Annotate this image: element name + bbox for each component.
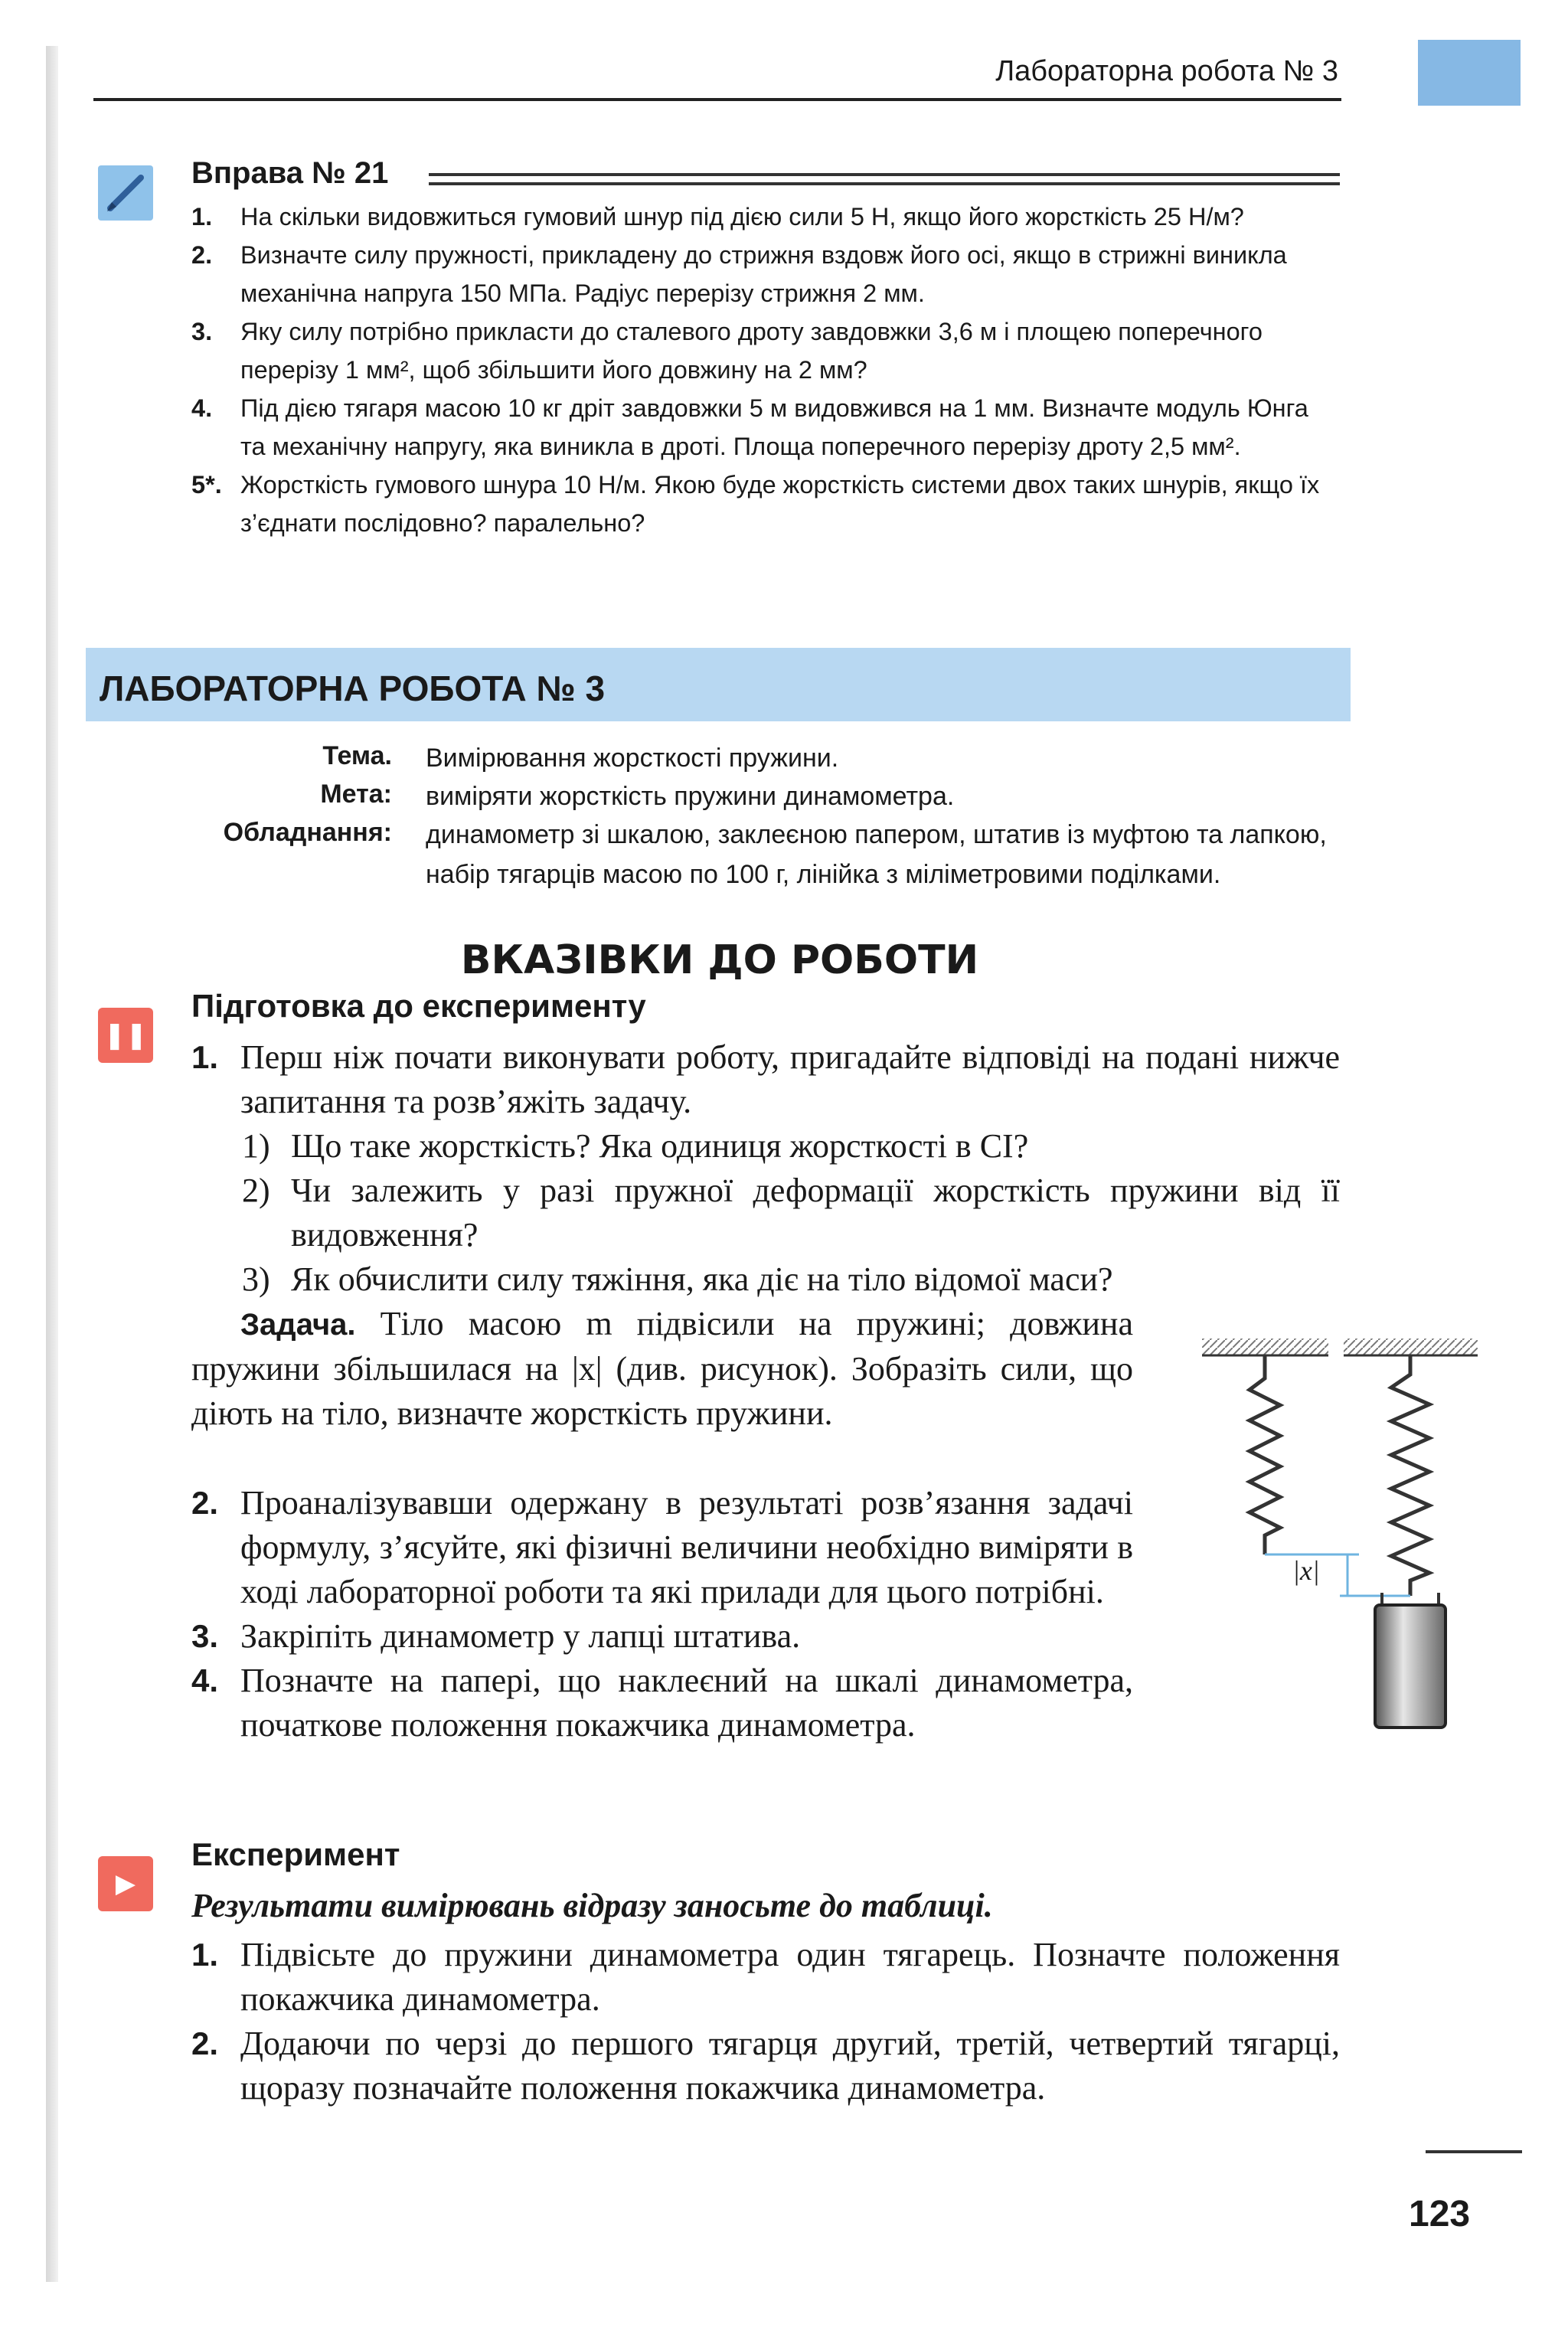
play-icon: ▶: [98, 1856, 153, 1911]
pause-icon: ❚❚: [98, 1008, 153, 1063]
question-item: [191, 1124, 1340, 1169]
page-corner-tab: [1418, 40, 1521, 106]
instructions-title: ВКАЗІВКИ ДО РОБОТИ: [460, 937, 979, 983]
goal-text: виміряти жорсткість пружини динамометра.: [426, 782, 955, 811]
task-paragraph: [191, 1302, 1133, 1436]
question-item: [191, 1169, 1340, 1257]
spring-figure: [1194, 1332, 1485, 1746]
task-label: Задача.: [240, 1308, 356, 1342]
list-item: [191, 198, 1340, 236]
item-number: 2.: [191, 2025, 219, 2061]
page-number: 123: [1409, 2194, 1471, 2234]
running-header: Лабораторна робота № 3: [995, 55, 1338, 87]
prep-title: Підготовка до експерименту: [191, 988, 646, 1024]
item-number: 3.: [191, 318, 213, 345]
experiment-title: Експеримент: [191, 1836, 400, 1872]
item-number: 2.: [191, 241, 213, 269]
pencil-icon: [98, 165, 153, 221]
item-text: Проаналізувавши одержану в результаті розв’язання задачі формулу, з’ясуйте, які фізичні величини необхідно виміряти в ході лабораторної роботи та які прилади для цього потрібні.: [240, 1484, 1133, 1610]
list-item: [191, 1933, 1340, 2022]
item-number: 3.: [191, 1618, 219, 1654]
list-item: [191, 466, 1340, 542]
exercise-title: Вправа № 21: [191, 156, 389, 190]
question-number: 2): [242, 1172, 270, 1209]
footer-rule: [1426, 2150, 1522, 2153]
equipment-label: Обладнання:: [223, 818, 392, 847]
item-text: Перш ніж почати виконувати роботу, пригадайте відповіді на подані нижче запитання та розв’яжіть задачу.: [240, 1038, 1340, 1120]
question-text: Що таке жорсткість? Яка одиниця жорсткості в СІ?: [291, 1127, 1029, 1165]
topic-label: Тема.: [322, 741, 392, 770]
item-text: Додаючи по черзі до першого тягарця другий, третій, четвертий тягарці, щоразу позначайте положення покажчика динамометра.: [240, 2025, 1340, 2107]
item-number: 1.: [191, 203, 213, 230]
item-number: 1.: [191, 1937, 219, 1973]
experiment-note: Результати вимірювань відразу заносьте до таблиці.: [191, 1887, 993, 1924]
equipment-text: динамометр зі шкалою, заклеєною папером, штатив із муфтою та лапкою, набір тягарців масою по 100 г, лінійка з міліметровими поділками.: [426, 820, 1327, 889]
item-text: Позначте на папері, що наклеєний на шкалі динамометра, початкове положення покажчика динамометра.: [240, 1662, 1133, 1744]
header-rule: [93, 98, 1341, 101]
x-label: |x|: [1292, 1555, 1320, 1586]
question-item: [191, 1257, 1340, 1302]
prep-steps: [191, 1035, 1340, 1302]
exercise-title-rule: [429, 173, 1340, 185]
task-text: Тіло масою m підвісили на пружині; довжина пружини збільшилася на |x| (див. рисунок). Зобразіть сили, що діють на тіло, визначте жорсткість пружини.: [191, 1305, 1133, 1432]
item-number: 5*.: [191, 471, 222, 499]
item-text: Підвісьте до пружини динамометра один тягарець. Позначте положення покажчика динамометра.: [240, 1936, 1340, 2018]
list-item: [191, 1659, 1133, 1747]
list-item: [191, 1035, 1340, 1124]
question-text: Чи залежить у разі пружної деформації жорсткість пружини від її видовження?: [291, 1172, 1340, 1254]
list-item: [191, 389, 1340, 466]
item-text: Під дією тягаря масою 10 кг дріт завдовжки 5 м видовжився на 1 мм. Визначте модуль Юнга та механічну напругу, яка виникла в дроті. Площа поперечного перерізу дроту 2,5 мм².: [240, 394, 1308, 460]
item-text: На скільки видовжиться гумовий шнур під дією сили 5 Н, якщо його жорсткість 25 Н/м?: [240, 203, 1244, 230]
question-number: 3): [242, 1260, 270, 1298]
goal-label: Мета:: [320, 780, 392, 809]
list-item: [191, 236, 1340, 312]
exercise-list: [191, 198, 1340, 542]
item-text: Визначте силу пружності, прикладену до стрижня вздовж його осі, якщо в стрижні виникла механічна напруга 150 МПа. Радіус перерізу стрижня 2 мм.: [240, 241, 1287, 307]
item-text: Яку силу потрібно прикласти до сталевого дроту завдовжки 3,6 м і площею поперечного перерізу 1 мм², щоб збільшити його довжину на 2 мм?: [240, 318, 1263, 384]
question-number: 1): [242, 1127, 270, 1165]
item-number: 2.: [191, 1485, 219, 1521]
experiment-steps: [191, 1933, 1340, 2110]
item-number: 4.: [191, 1662, 219, 1698]
item-text: Жорсткість гумового шнура 10 Н/м. Якою буде жорсткість системи двох таких шнурів, якщо їх з’єднати послідовно? паралельно?: [240, 471, 1320, 537]
item-number: 1.: [191, 1039, 219, 1075]
item-number: 4.: [191, 394, 213, 422]
list-item: [191, 1481, 1133, 1614]
item-text: Закріпіть динамометр у лапці штатива.: [240, 1617, 801, 1655]
list-item: [191, 312, 1340, 389]
question-text: Як обчислити силу тяжіння, яка діє на тіло відомої маси?: [291, 1260, 1113, 1298]
lab-title: ЛАБОРАТОРНА РОБОТА № 3: [100, 668, 606, 708]
topic-text: Вимірювання жорсткості пружини.: [426, 744, 839, 773]
prep-steps-continued: [191, 1481, 1133, 1747]
page-spine-shadow: [46, 46, 58, 2282]
list-item: [191, 2022, 1340, 2110]
list-item: [191, 1614, 1133, 1659]
